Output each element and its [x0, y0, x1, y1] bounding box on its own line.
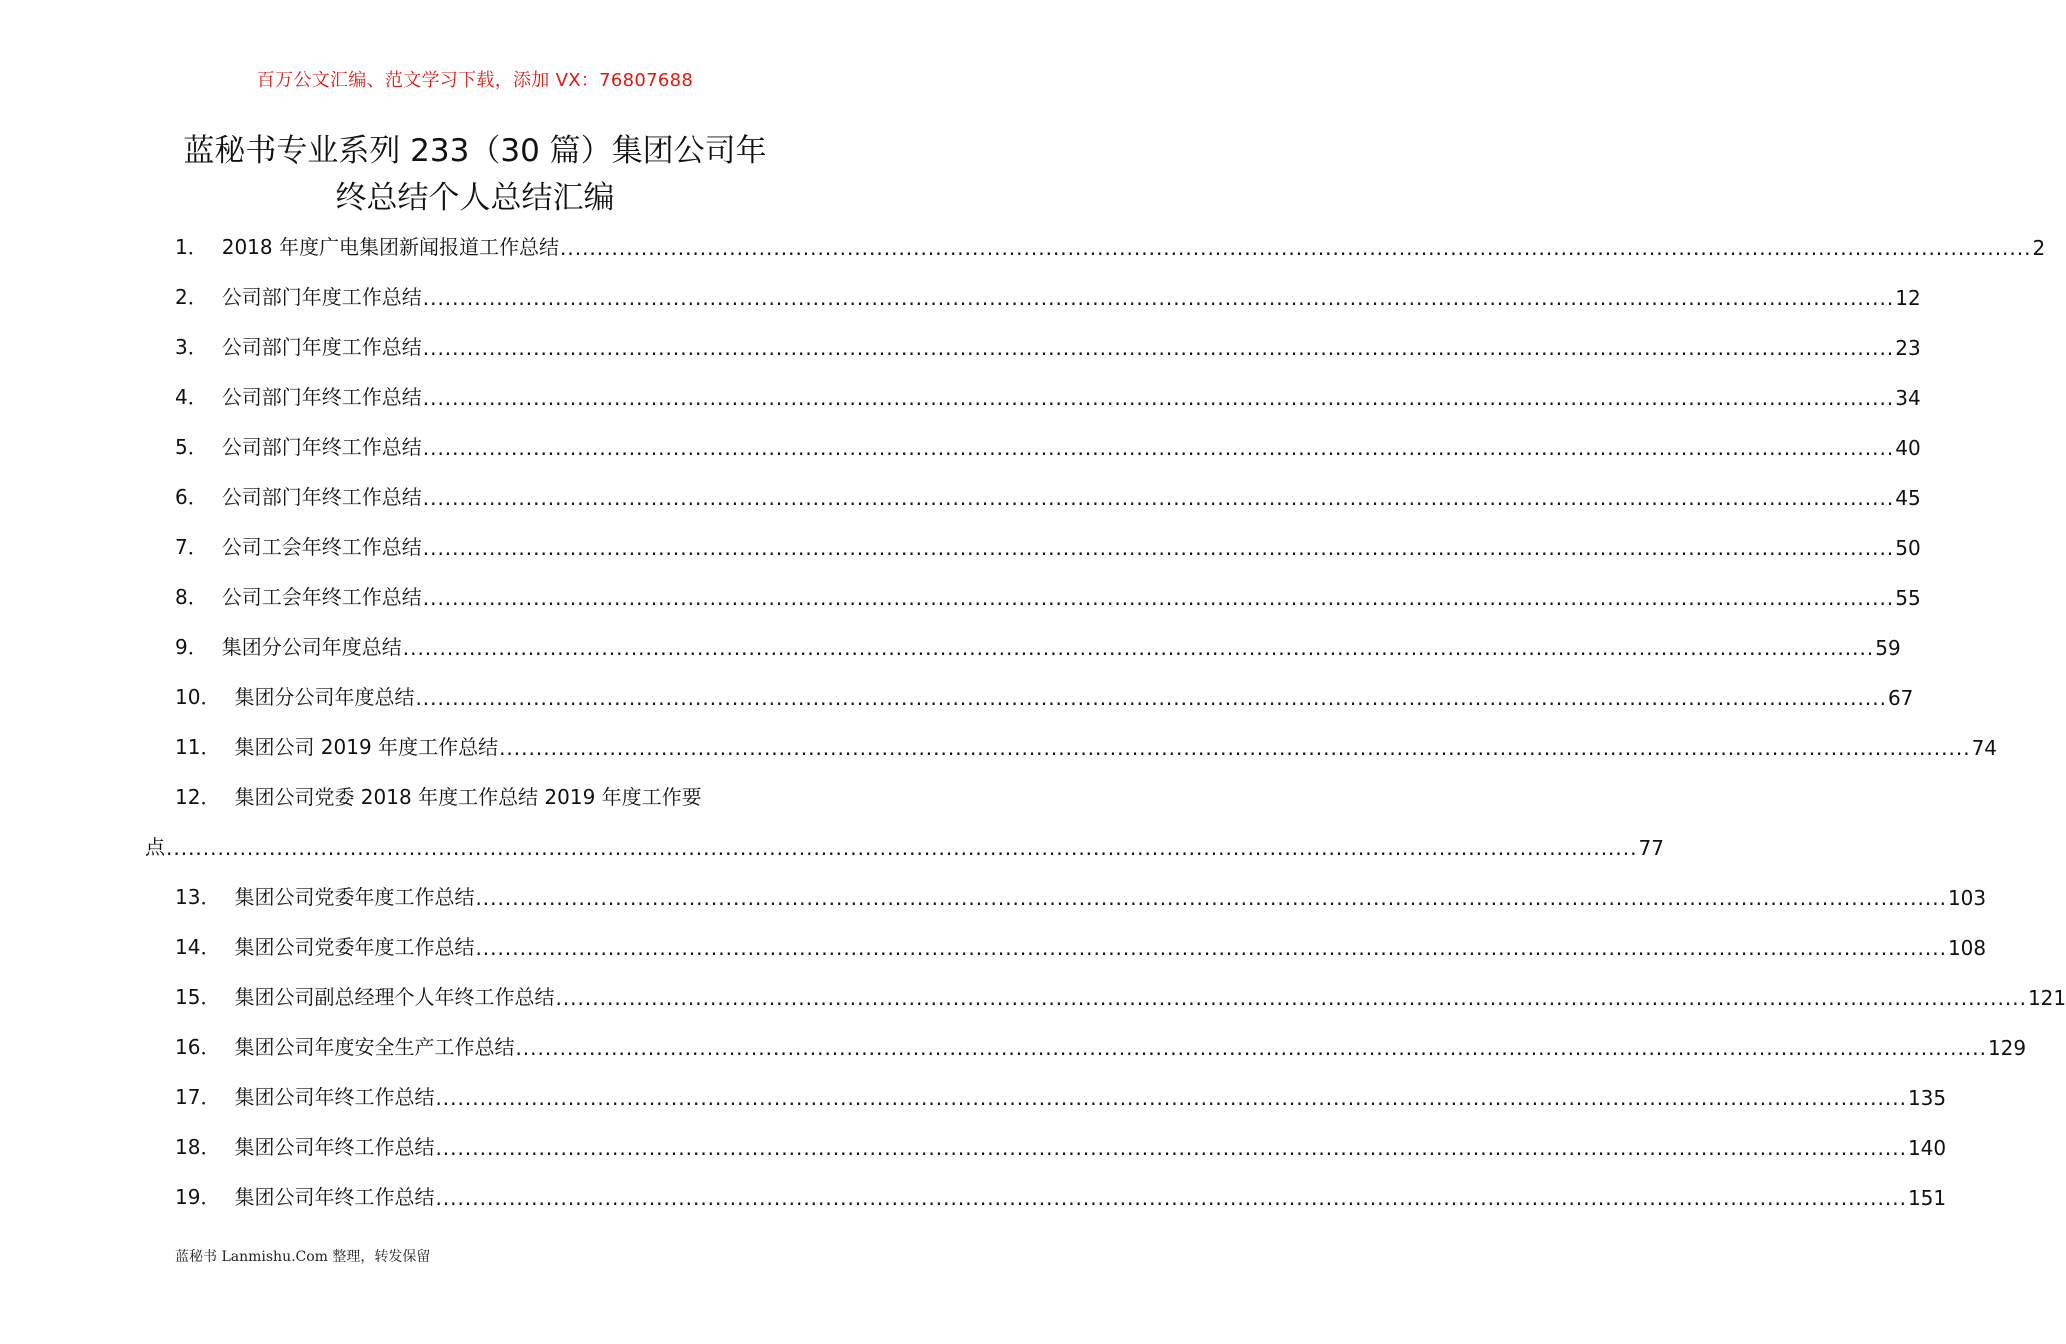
toc-dot-leader: ........................................................................................................................................................................................................ — [422, 336, 1895, 360]
toc-entry-title: 公司部门年度工作总结 — [221, 335, 422, 359]
toc-entry-number: 3． — [175, 335, 208, 359]
toc-dot-leader: ........................................................................................................................................................................................................ — [415, 686, 1887, 710]
toc-entry-title: 公司部门年终工作总结 — [221, 485, 422, 509]
toc-entry-number: 17． — [175, 1085, 221, 1109]
toc-dot-leader: ........................................................................................................................................................................................................ — [555, 986, 2027, 1010]
toc-entry[interactable] — [175, 976, 2066, 1010]
toc-dot-leader: ........................................................................................................................................................................................................ — [435, 1136, 1907, 1160]
toc-entry-page: 2 — [2032, 236, 2046, 260]
toc-entry-title: 公司部门年终工作总结 — [221, 435, 422, 459]
toc-dot-leader: ........................................................................................................................................................................................................ — [515, 1036, 1987, 1060]
toc-entry-title: 公司部门年度工作总结 — [221, 285, 422, 309]
toc-entry[interactable] — [175, 376, 1921, 410]
toc-dot-leader: ........................................................................................................................................................................................................ — [475, 886, 1947, 910]
toc-dot-leader: ........................................................................................................................................................................................................ — [402, 636, 1875, 660]
toc-dot-leader: ........................................................................................................................................................................................................ — [422, 286, 1895, 310]
toc-entry-title: 集团公司年终工作总结 — [234, 1135, 435, 1159]
toc-entry-title: 集团公司副总经理个人年终工作总结 — [234, 985, 555, 1009]
toc-entry[interactable] — [175, 726, 1998, 760]
toc-dot-leader: ........................................................................................................................................................................................................ — [422, 536, 1895, 560]
toc-entry-page: 103 — [1947, 886, 1987, 910]
toc-entry-title: 集团公司年度安全生产工作总结 — [234, 1035, 515, 1059]
toc-entry-title: 2018 年度广电集团新闻报道工作总结 — [221, 235, 559, 259]
toc-entry-number: 14． — [175, 935, 221, 959]
toc-entry-page: 129 — [1987, 1036, 2027, 1060]
toc-entry-page: 77 — [1638, 836, 1664, 860]
toc-entry-number: 13． — [175, 885, 221, 909]
toc-dot-leader: ........................................................................................................................................................................................................ — [422, 486, 1895, 510]
toc-entry-page: 151 — [1907, 1186, 1947, 1210]
toc-entry-page: 121 — [2027, 986, 2066, 1010]
toc-entry-number: 6． — [175, 485, 208, 509]
toc-entry-page: 12 — [1895, 286, 1921, 310]
toc-dot-leader: ........................................................................................................................................................................................................ — [475, 936, 1947, 960]
toc-entry-number: 5． — [175, 435, 208, 459]
toc-entry[interactable] — [175, 276, 1921, 310]
toc-entry-number: 10． — [175, 685, 221, 709]
toc-entry-title: 公司部门年终工作总结 — [221, 385, 422, 409]
toc-entry[interactable] — [175, 676, 1914, 710]
footer-note: 蓝秘书 Lanmishu.Com 整理，转发保留 — [175, 1249, 431, 1265]
toc-entry[interactable] — [175, 426, 1921, 460]
toc-entry[interactable] — [145, 776, 1664, 860]
toc-dot-leader: ........................................................................................................................................................................................................ — [422, 586, 1895, 610]
toc-entry[interactable] — [175, 1126, 1947, 1160]
toc-entry-number: 7． — [175, 535, 208, 559]
toc-entry-page: 140 — [1907, 1136, 1947, 1160]
toc-entry-title: 公司工会年终工作总结 — [221, 585, 422, 609]
toc-dot-leader: ........................................................................................................................................................................................................ — [560, 236, 2032, 260]
title-line-2: 终总结个人总结汇编 — [335, 180, 615, 216]
toc-entry[interactable] — [175, 1026, 2027, 1060]
toc-entry-page: 50 — [1895, 536, 1921, 560]
toc-entry-title: 集团公司党委年度工作总结 — [234, 935, 475, 959]
header-promo-note: 百万公文汇编、范文学习下载，添加 VX：76807688 — [256, 70, 694, 91]
toc-dot-leader: ........................................................................................................................................................................................................ — [499, 736, 1971, 760]
toc-entry[interactable] — [175, 476, 1921, 510]
toc-entry[interactable] — [175, 876, 1987, 910]
toc-entry-number: 19． — [175, 1185, 221, 1209]
toc-entry-title: 公司工会年终工作总结 — [221, 535, 422, 559]
toc-entry-number: 9． — [175, 635, 208, 659]
toc-entry-number: 16． — [175, 1035, 221, 1059]
toc-entry-page: 45 — [1895, 486, 1921, 510]
toc-entry-page: 67 — [1887, 686, 1914, 710]
toc-entry-page: 40 — [1895, 436, 1921, 460]
toc-dot-leader: ........................................................................................................................................................................................................ — [435, 1186, 1907, 1210]
toc-entry-number: 1． — [175, 235, 208, 259]
toc-entry-number: 15． — [175, 985, 221, 1009]
toc-dot-leader: ........................................................................................................................................................................................................ — [422, 436, 1895, 460]
toc-entry-page: 135 — [1907, 1086, 1947, 1110]
toc-entry[interactable] — [175, 926, 1987, 960]
toc-entry[interactable] — [175, 576, 1921, 610]
toc-dot-leader: ........................................................................................................................................................................................................ — [422, 386, 1895, 410]
toc-entry-title: 集团公司党委 2018 年度工作总结 2019 年度工作要 — [234, 785, 702, 809]
toc-entry-number: 12． — [175, 785, 221, 809]
toc-entry-title-continued: 点 — [145, 835, 165, 859]
toc-entry-page: 55 — [1895, 586, 1921, 610]
toc-entry-page: 59 — [1875, 636, 1901, 660]
toc-entry-line2 — [145, 826, 1664, 860]
toc-entry-title: 集团公司党委年度工作总结 — [234, 885, 475, 909]
toc-entry-title: 集团分公司年度总结 — [221, 635, 402, 659]
toc-dot-leader: ........................................................................................................................................................................................................ — [166, 836, 1638, 860]
toc-entry-page: 74 — [1971, 736, 1998, 760]
toc-entry[interactable] — [175, 526, 1921, 560]
toc-entry-title: 集团公司 2019 年度工作总结 — [234, 735, 499, 759]
toc-entry-number: 8． — [175, 585, 208, 609]
toc-entry[interactable] — [175, 1176, 1947, 1210]
toc-entry[interactable] — [175, 326, 1921, 360]
toc-entry-number: 11． — [175, 735, 221, 759]
toc-dot-leader: ........................................................................................................................................................................................................ — [435, 1086, 1907, 1110]
toc-entry-title: 集团公司年终工作总结 — [234, 1085, 435, 1109]
toc-entry-page: 23 — [1895, 336, 1921, 360]
toc-entry[interactable] — [175, 226, 2046, 260]
toc-entry-line1 — [145, 776, 807, 810]
toc-entry-page: 34 — [1895, 386, 1921, 410]
title-line-1: 蓝秘书专业系列 233（30 篇）集团公司年 — [183, 133, 767, 169]
toc-entry-page: 108 — [1947, 936, 1987, 960]
toc-entry[interactable] — [175, 626, 1901, 660]
toc-entry-title: 集团分公司年度总结 — [234, 685, 415, 709]
toc-entry[interactable] — [175, 1076, 1947, 1110]
toc-entry-number: 2． — [175, 285, 208, 309]
toc-entry-number: 4． — [175, 385, 208, 409]
document-title — [120, 128, 830, 222]
toc-entry-title: 集团公司年终工作总结 — [234, 1185, 435, 1209]
toc-entry-number: 18． — [175, 1135, 221, 1159]
